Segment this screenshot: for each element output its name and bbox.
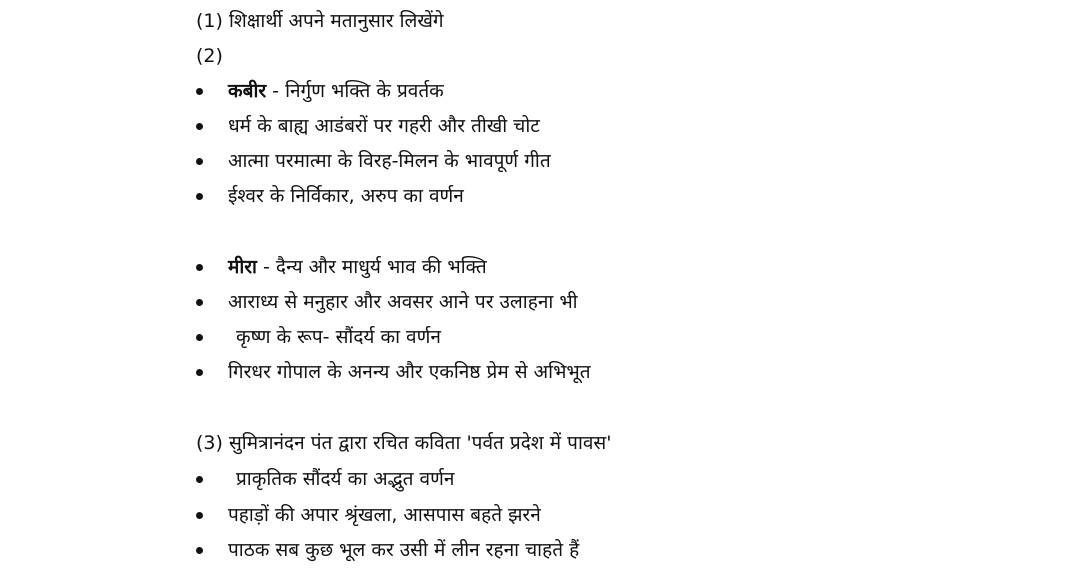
bullet-icon bbox=[196, 88, 203, 95]
kabir-text bbox=[228, 78, 444, 104]
list-item-text: गिरधर गोपाल के अनन्य और एकनिष्ठ प्रेम से अभिभूत bbox=[228, 361, 591, 383]
list-item-text: कृष्ण के रूप- सौंदर्य का वर्णन bbox=[236, 326, 441, 348]
bullet-icon bbox=[196, 369, 203, 376]
list-item-text: आराध्य से मनुहार और अवसर आने पर उलाहना भी bbox=[228, 291, 578, 313]
bullet-icon bbox=[196, 123, 203, 130]
kabir-description: - निर्गुण भक्ति के प्रवर्तक bbox=[266, 80, 444, 102]
bullet-icon bbox=[196, 158, 203, 165]
section-1-heading: (1) शिक्षार्थी अपने मतानुसार लिखेंगे bbox=[196, 10, 444, 32]
section-2-heading: (2) bbox=[196, 45, 223, 67]
list-item-text: धर्म के बाह्य आडंबरों पर गहरी और तीखी चोट bbox=[228, 115, 540, 137]
list-item-text: आत्मा परमात्मा के विरह-मिलन के भावपूर्ण गीत bbox=[228, 150, 551, 172]
bullet-icon bbox=[196, 547, 203, 554]
section-3-heading: (3) सुमित्रानंदन पंत द्वारा रचित कविता 'पर्वत प्रदेश में पावस' bbox=[196, 432, 612, 454]
list-item-text: पाठक सब कुछ भूल कर उसी में लीन रहना चाहते हैं bbox=[228, 539, 580, 561]
bullet-icon bbox=[196, 476, 203, 483]
bullet-icon bbox=[196, 512, 203, 519]
list-item-text: पहाड़ों की अपार श्रृंखला, आसपास बहते झरने bbox=[228, 504, 541, 526]
kabir-name: कबीर bbox=[228, 80, 267, 102]
bullet-icon bbox=[196, 299, 203, 306]
bullet-icon bbox=[196, 334, 203, 341]
list-item-text: ईश्वर के निर्विकार, अरुप का वर्णन bbox=[228, 185, 464, 207]
meera-text bbox=[228, 254, 487, 280]
list-item-text: प्राकृतिक सौंदर्य का अद्भुत वर्णन bbox=[236, 468, 455, 490]
bullet-icon bbox=[196, 264, 203, 271]
meera-name: मीरा bbox=[228, 256, 257, 278]
meera-description: - दैन्य और माधुर्य भाव की भक्ति bbox=[256, 256, 487, 278]
bullet-icon bbox=[196, 193, 203, 200]
